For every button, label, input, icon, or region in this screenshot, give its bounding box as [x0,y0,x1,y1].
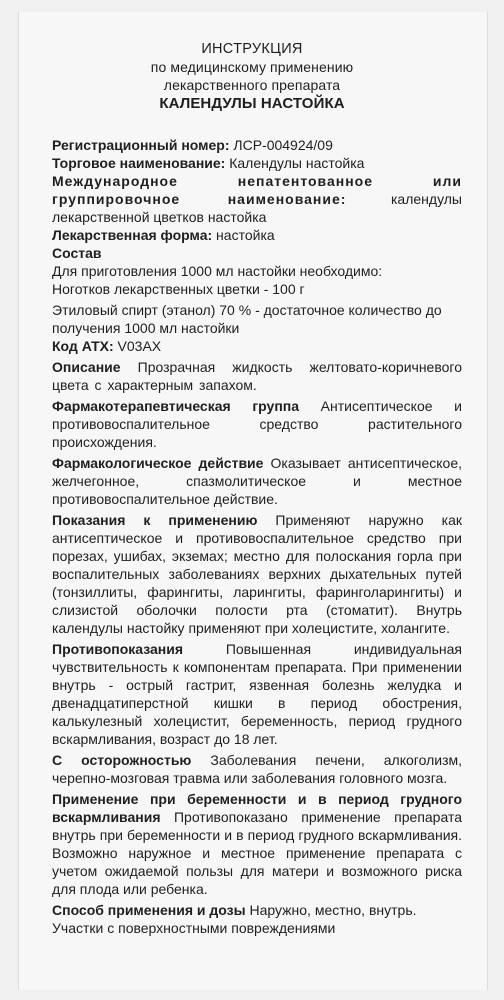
product-name: КАЛЕНДУЛЫ НАСТОЙКА [159,95,345,112]
registration-value: ЛСР-004924/09 [229,137,333,153]
dosage-form-label: Лекарственная форма: [52,227,213,243]
indications-section [52,511,462,637]
document-subtitle-line2: лекарственного препарата [163,77,341,93]
document-header [18,40,486,114]
dosage-form-value: настойка [212,227,275,243]
pharm-action-label: Фармакологическое действие [52,455,264,471]
description-label: Описание [52,359,121,375]
indications-text: Применяют наружно как антисептическое и противовоспалительное средство при порезах, ушибах, экземах; местно для полоскания горла при воспалительных заболеваниях верхних дыхательных путей (тонзиллиты, фарингиты, ларингиты, фаринголарингиты) и слизистой оболочки полости рта (стоматит). Внутрь календулы настойку применяют при холецистите, холангите. [52,512,462,636]
atc-label: Код АТХ: [52,338,114,354]
dosage-text: Наружно, местно, внутрь. Участки с поверхностными повреждениями [52,902,417,936]
inn-label: Международное непатентованное или группировочное наименование: [52,173,462,207]
pregnancy-text: Противопоказано применение препарата внутрь при беременности и в период грудного вскармливания. Возможно наружное и местное применение препарата с учетом ожидаемой пользы для матери и возможного риска для плода или ребенка. [52,809,462,897]
document-subtitle-line1: по медицинскому применению [150,59,354,75]
composition-heading [52,244,462,262]
description-section [52,358,462,394]
dosage-form [52,226,462,244]
composition-line2: Ноготков лекарственных цветки - 100 г [52,281,305,297]
dosage-label: Способ применения и дозы [52,902,246,918]
description-text: Прозрачная жидкость желтовато-коричневого цвета с характерным запахом. [52,359,462,393]
atc-code [52,337,462,355]
trade-name-label: Торговое наименование: [52,155,226,171]
contraindications-text: Повышенная индивидуальная чувствительность к компонентам препарата. При применении внутрь - острый гастрит, язвенная болезнь желудка и двенадцатиперстной кишки в период обострения, калькулезный холецистит, беременность, период грудного вскармливания, возраст до 18 лет. [52,641,462,747]
document-title: ИНСТРУКЦИЯ [201,41,303,57]
atc-value: V03AX [113,338,162,354]
pregnancy-section [52,790,462,898]
contraindications-section [52,640,462,748]
pregnancy-label: Применение при беременности и в период грудного вскармливания [52,791,462,825]
registration-number [52,136,462,154]
pharm-group-section [52,397,462,451]
caution-label: С осторожностью [52,752,192,768]
trade-name [52,154,462,172]
composition-line1: Для приготовления 1000 мл настойки необходимо: [52,263,383,279]
contraindications-label: Противопоказания [52,641,184,657]
composition-line3: Этиловый спирт (этанол) 70 % - достаточное количество до получения 1000 мл настойки [52,302,442,336]
inn-section [52,172,462,226]
inn-value: календулы лекарственной цветков настойка [52,191,462,225]
pharm-group-text: Антисептическое и противовоспалительное средство растительного происхождения. [52,398,462,450]
pharm-action-section [52,454,462,508]
composition-label: Состав [52,245,102,261]
dosage-section [52,901,462,937]
caution-section [52,751,462,787]
trade-name-value: Календулы настойка [225,155,365,171]
caution-text: Заболевания печени, алкоголизм, черепно-мозговая травма или заболевания головного мозга. [52,752,462,786]
pharm-group-label: Фармакотерапевтическая группа [52,398,300,414]
registration-label: Регистрационный номер: [52,137,230,153]
pharm-action-text: Оказывает антисептическое, желчегонное, спазмолитическое и местное противовоспалительное действие. [52,455,462,507]
indications-label: Показания к применению [52,512,258,528]
document-body [52,136,462,937]
